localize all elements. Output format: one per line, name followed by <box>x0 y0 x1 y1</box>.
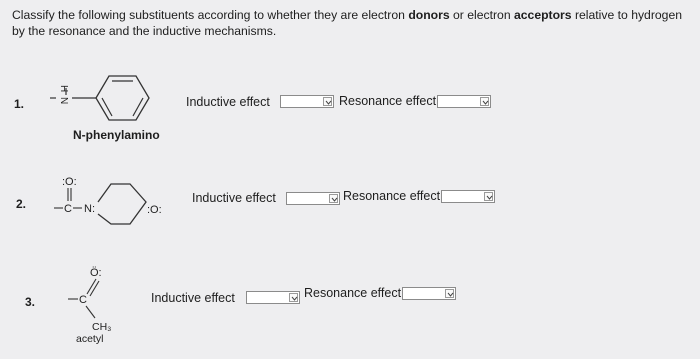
prompt-bold-donors: donors <box>408 8 450 22</box>
item-3-inductive-select[interactable] <box>246 291 300 304</box>
structure-2-ring-o: :O: <box>147 204 162 216</box>
chevron-down-icon[interactable] <box>445 289 454 298</box>
structure-2-c: C <box>64 203 72 215</box>
item-2-resonance-label: Resonance effect <box>343 189 441 203</box>
item-1-inductive-label: Inductive effect <box>186 95 270 109</box>
item-3-name: acetyl <box>76 333 104 345</box>
item-3-inductive-label: Inductive effect <box>151 291 235 305</box>
prompt-text-2: or electron <box>449 8 514 22</box>
item-3-resonance-label: Resonance effect <box>304 286 402 300</box>
item-1-number: 1. <box>14 97 25 111</box>
structure-3-c: C <box>79 294 87 306</box>
item-2-inductive-label: Inductive effect <box>192 191 276 205</box>
item-1-resonance-label: Resonance effect <box>339 94 437 108</box>
prompt-text-3: relative to hydrogen by the resonance and the inductive mechanisms. <box>12 8 683 38</box>
structure-3-o: Ö: <box>90 267 102 279</box>
prompt-bold-acceptors: acceptors <box>513 8 572 22</box>
prompt-text-1: Classify the following substituents according to whether they are electron <box>12 8 409 22</box>
structure-1-h: H <box>58 85 69 93</box>
structure-2-o: :O: <box>62 176 77 188</box>
item-3-number: 3. <box>25 295 36 309</box>
item-1-name: N-phenylamino <box>73 128 160 142</box>
structure-3-ch3: CH₃ <box>92 321 112 333</box>
structure-1-n: N <box>58 97 69 105</box>
item-3-resonance-select[interactable] <box>402 287 456 300</box>
item-2-number: 2. <box>16 197 27 211</box>
structure-2-n: N: <box>84 203 95 215</box>
chevron-down-icon[interactable] <box>289 293 298 302</box>
